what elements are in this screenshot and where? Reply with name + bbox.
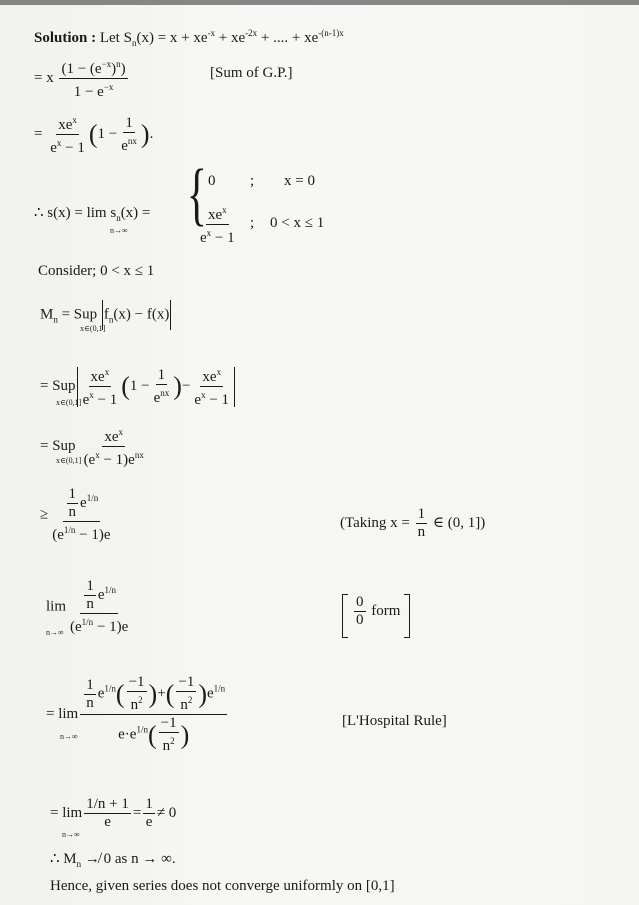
cs: n [76,859,82,869]
s: 1/n [86,492,99,503]
n2s: x [216,367,222,377]
plus: + [157,685,166,702]
de: − 1 [93,392,118,408]
le: (x) = [120,205,151,221]
bracket-left [342,594,348,638]
ds: 1/n [136,724,148,735]
step6: lim $\frac{1}{n}$ $e^{1/n}$ $(e^{1/n} - 1)e$ [46,578,129,635]
step1-fraction [59,56,127,101]
lhs: = Sup [40,437,76,454]
ms: n [53,314,58,325]
step7: = lim $\frac{1}{n}$ $e^{1/n}$( $\frac{-1}{n^2}$ )+( $\frac{-1}{n^2}$ )$e^{1/n}$ $e\cdot e^{1/n}$( $\frac{-1}{n^2}$ ) [46,674,226,754]
step8-sub: n→∞ [62,830,80,839]
d: e [50,140,57,156]
e: e [97,685,105,702]
d: 1 − e [73,84,104,100]
e: e [97,586,105,603]
m2s: 2 [138,695,143,705]
m: M [40,306,54,323]
end: . [149,125,154,142]
sub: n [131,38,137,48]
lhs: lim [46,598,67,615]
d2s: x [201,390,206,400]
n: xe [58,117,73,133]
neq: ≠ 0 [156,804,177,821]
eq: = Sup [57,306,98,323]
m2b: n [180,697,188,713]
solution-intro: Let S [99,30,132,46]
ds: x [206,228,212,238]
is: nx [160,387,170,398]
one: 1 − [97,125,118,142]
limit-sub: n→∞ [110,226,128,235]
sup: -(n-1)x [318,28,344,38]
d: (e [83,452,96,468]
final-line: Hence, given series does not converge uniformly on [0,1] [50,878,395,894]
minus: − [181,377,191,394]
n: (1 − (e [61,61,102,77]
dm: − 1)e [99,452,135,468]
d: e [200,230,207,246]
m2c: n [162,738,171,754]
s: −x [101,59,112,69]
e2: e [207,685,214,702]
de: − 1)e [75,527,111,543]
de: − 1)e [93,619,129,635]
e: ) [120,61,126,77]
pre: (Taking x = [340,514,410,531]
case1-sep: ; [250,173,255,189]
one: 1 − [129,377,150,394]
iden: e [153,389,161,406]
s2: n [116,59,121,69]
iden: e [121,137,128,154]
s: x [72,115,77,125]
e: e [80,494,87,511]
dp: e·e [118,726,137,743]
intro-mid1: + xe [215,30,246,46]
step2-lhs: = [34,125,43,142]
form-note: $\frac{0}{0}$ form [356,594,401,628]
solution-line [34,24,344,52]
d: (e [70,619,82,635]
sup: -2x [245,28,258,38]
step3: = Sup $\frac{xe^x}{e^x - 1}$ (1 − $\frac{1}{e^{nx}}$ )− $\frac{xe^x}{e^x - 1}$ [40,364,236,409]
d: (e [52,527,64,543]
lhs: ≥ [40,506,49,523]
case1-value: 0 [208,173,216,189]
ls: n [116,213,121,223]
d2: e [194,392,202,408]
page-top-edge [0,0,639,5]
s: x [222,205,227,215]
ds: x [56,138,62,148]
intro-mid2: + .... + xe [257,30,319,46]
n: xe [207,207,223,223]
step4-sub: x∈(0,1] [56,456,82,465]
bracket-right [404,594,410,638]
cr: ↛ 0 as n → ∞. [84,851,176,867]
step6-sub: n→∞ [46,628,64,637]
case2-sep: ; [250,215,255,231]
eq: = [132,804,142,821]
es: 1/n [104,683,116,694]
ds: x [95,450,100,460]
n2: xe [202,369,217,385]
intro-rest: (x) = x + xe [136,30,208,46]
case2-cond: 0 < x ≤ 1 [270,215,325,231]
step7-sub: n→∞ [60,732,78,741]
step1-lhs: = x [34,69,54,86]
lhs: s(x) = lim s [47,205,117,221]
consider-line: Consider; 0 < x ≤ 1 [38,263,155,279]
step3-sub: x∈(0,1] [56,398,82,407]
sup: -x [207,28,216,38]
step5: ≥ $\frac{1}{n}$ $e^{1/n}$ $(e^{1/n} - 1)e$ [40,486,111,543]
post: ∈ (0, 1]) [432,514,486,531]
solution-label: Solution : [34,30,97,46]
lhs: = lim [50,804,83,821]
ds2: nx [134,450,144,460]
inner-fraction: $\frac{1}{e^{nx}}$ [121,114,137,154]
mn-sup-sub: x∈(0,1] [80,324,106,333]
ds: −x [103,82,114,92]
n: xe [104,429,119,445]
piecewise-brace: { [186,156,207,233]
m2: n [130,697,139,713]
step8: = lim $\frac{1/n + 1}{e}$ = $\frac{1}{e}$ ≠ 0 [50,796,177,830]
m2sc: 2 [170,736,175,746]
m2sb: 2 [187,695,193,705]
s: x [104,367,110,377]
step1 [34,56,130,101]
step5-note: (Taking x = $\frac{1}{n}$ ∈ (0, 1]) [340,506,486,540]
lhs: = Sup [40,377,76,394]
fr: (x) − f(x) [113,306,170,323]
d2e: − 1 [205,392,230,408]
case2-fraction [196,202,239,247]
mn-line [40,300,172,330]
s: 1/n [104,584,116,595]
ds: 1/n [81,617,94,627]
step2: = $\frac{xe^x}{e^x - 1}$ (1 − $\frac{1}{e^{nx}}$ ). [34,112,153,157]
ds: 1/n [63,525,76,535]
m: ) [111,61,117,77]
f: f [103,306,109,323]
n: xe [90,369,105,385]
de: − 1 [211,230,235,246]
c: ∴ M [50,851,77,867]
es2: 1/n [213,683,226,694]
conclusion-line [50,850,176,873]
ds: x [89,390,94,400]
case1-cond: x = 0 [284,173,315,189]
therefore: ∴ [34,205,44,221]
step2-fraction [48,112,87,157]
lhs: = lim [46,705,79,722]
step1-note: [Sum of G.P.] [210,65,293,81]
s: x [118,427,124,437]
is: nx [127,135,137,146]
step7-note: [L'Hospital Rule] [342,713,447,729]
limit-lhs [34,204,150,227]
form-word: form [371,602,401,619]
d: e [82,392,90,408]
fs: n [108,314,114,325]
de: − 1 [61,140,85,156]
